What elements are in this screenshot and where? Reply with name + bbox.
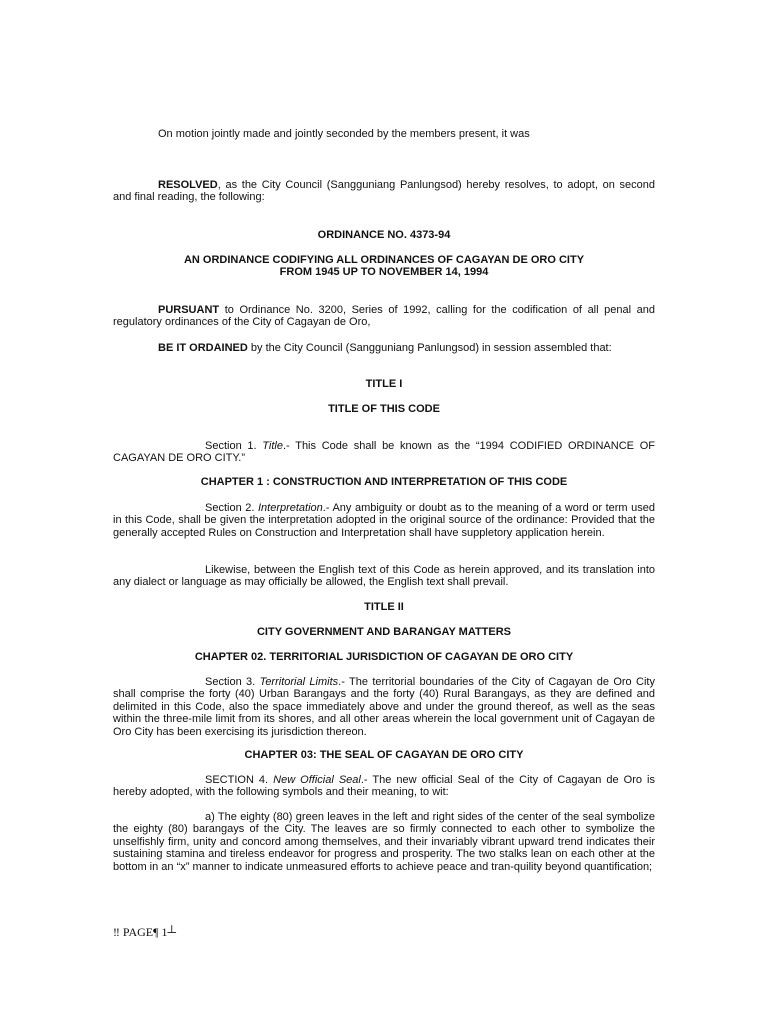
section-3-text: .- The territorial boundaries of the City of Cagayan de Oro City shall comprise the forty (40) Urban Barangays and the forty (40) Rural Barangays, as they are defined and delimited in this Code, also the space immediately above and under the ground thereof, as well as the seas within the three-mile limit from its shores, and all other areas wherein the local government unit of Cagayan de Oro City has been exercising its jurisdiction thereon. — [113, 676, 655, 738]
ordained-lead: BE IT ORDAINED — [158, 342, 248, 354]
section-1-text: .- This Code shall be known as the “1994 CODIFIED ORDINANCE OF CAGAYAN DE ORO CITY.” — [113, 440, 655, 465]
ordained-text: by the City Council (Sangguniang Panlungsod) in session assembled that: — [247, 342, 612, 354]
ordinance-title — [113, 254, 655, 279]
motion-paragraph: On motion jointly made and jointly seconded by the members present, it was — [158, 128, 530, 140]
title-2-name: CITY GOVERNMENT AND BARANGAY MATTERS — [256, 626, 512, 638]
section-2-term: Interpretation — [257, 502, 323, 514]
section-3-term: Territorial Limits — [259, 676, 339, 688]
title-1-name: TITLE OF THIS CODE — [328, 403, 440, 415]
page-footer: ‼ PAGE¶ 1┴ — [113, 925, 177, 939]
resolved-paragraph — [113, 179, 655, 204]
section-1-term: Title — [262, 440, 283, 452]
section-3-paragraph — [113, 676, 655, 738]
section-2-text: .- Any ambiguity or doubt as to the meaning of a word or term used in this Code, shall be given the interpretation adopted in the original source of the ordinance: Provided that the generally accepted Rules on Construction and Interpretation shall have suppletory application herein. — [113, 502, 655, 539]
ordained-paragraph — [113, 342, 655, 354]
section-4-text: .- The new official Seal of the City of Cagayan de Oro is hereby adopted, with the following symbols and their meaning, to wit: — [113, 774, 655, 799]
ordinance-title-line2: FROM 1945 UP TO NOVEMBER 14, 1994 — [279, 266, 489, 279]
section-1-paragraph — [113, 440, 655, 465]
title-1-heading: TITLE I — [365, 378, 403, 390]
pursuant-text: to Ordinance No. 3200, Series of 1992, calling for the codification of all penal and regulatory ordinances of the City of Cagayan de Oro, — [113, 304, 655, 329]
pursuant-paragraph — [113, 304, 655, 329]
chapter-3-heading: CHAPTER 03: THE SEAL OF CAGAYAN DE ORO CITY — [244, 749, 524, 761]
resolved-text: , as the City Council (Sangguniang Panlungsod) hereby resolves, to adopt, on second and final reading, the following: — [113, 179, 655, 204]
section-2-paragraph — [113, 502, 655, 539]
seal-item-a-paragraph: a) The eighty (80) green leaves in the left and right sides of the center of the seal symbolize the eighty (80) barangays of the City. The leaves are so firmly connected to each other to symbolize the unselfishly firm, unity and concord among themselves, and their invariably vibrant upward trend indicates their sustaining stamina and tireless endeavor for progress and prosperity. The two stalks lean on each other at the bottom in an “x” manner to indicate unmeasured efforts to achieve peace and tran-quility beyond quantification; — [113, 811, 655, 873]
title-2-heading: TITLE II — [364, 601, 404, 613]
section-3-label: Section 3. — [205, 676, 260, 688]
chapter-2-heading: CHAPTER 02. TERRITORIAL JURISDICTION OF CAGAYAN DE ORO CITY — [194, 651, 574, 663]
pursuant-lead: PURSUANT — [158, 304, 220, 316]
section-4-term: New Official Seal — [273, 774, 361, 786]
resolved-lead: RESOLVED — [158, 179, 218, 191]
section-2-label: Section 2. — [205, 502, 258, 514]
ordinance-number: ORDINANCE NO. 4373-94 — [317, 229, 451, 241]
ordinance-title-line1: AN ORDINANCE CODIFYING ALL ORDINANCES OF CAGAYAN DE ORO CITY — [183, 254, 585, 266]
likewise-paragraph: Likewise, between the English text of this Code as herein approved, and its translation into any dialect or language as may officially be allowed, the English text shall prevail. — [113, 564, 655, 589]
section-4-paragraph — [113, 774, 655, 799]
section-4-label: SECTION 4. — [205, 774, 274, 786]
section-1-label: Section 1. — [205, 440, 263, 452]
chapter-1-heading: CHAPTER 1 : CONSTRUCTION AND INTERPRETATION OF THIS CODE — [200, 476, 568, 488]
